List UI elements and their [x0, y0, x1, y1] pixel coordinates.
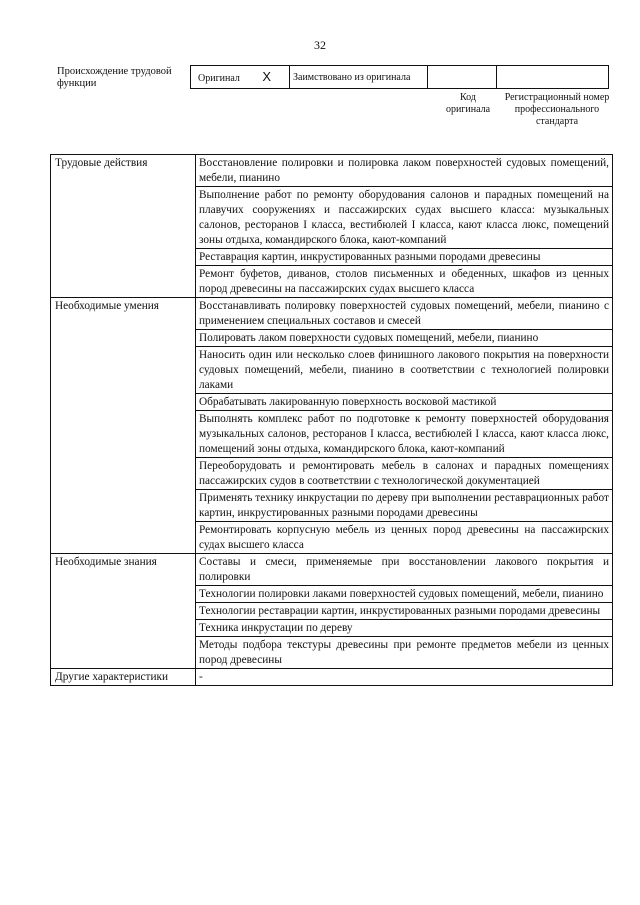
- table-row: [51, 298, 613, 330]
- section-item: Восстанавливать полировку поверхностей судовых помещений, мебели, пианино с применением специальных составов и смесей: [196, 298, 613, 330]
- original-label: Оригинал: [198, 72, 240, 84]
- section-item: Полировать лаком поверхности судовых помещений, мебели, пианино: [196, 330, 613, 347]
- section-item: Технологии полировки лаками поверхностей судовых помещений, мебели, пианино: [196, 586, 613, 603]
- section-item: Реставрация картин, инкрустированных разными породами древесины: [196, 249, 613, 266]
- original-code-caption: Код оригинала: [445, 92, 491, 115]
- borrowed-label: Заимствовано из оригинала: [293, 71, 411, 83]
- table-row: [51, 155, 613, 187]
- section-item: Выполнять комплекс работ по подготовке к ремонту поверхностей оборудования музыкальных салонов, ресторанов I класса, вестибюлей I класса, кают класса люкс, помещений зоны отдыха, командирского блока, кают-компаний: [196, 411, 613, 458]
- section-item: Ремонтировать корпусную мебель из ценных пород древесины на пассажирских судах высшего класса: [196, 522, 613, 554]
- section-title: Трудовые действия: [51, 155, 196, 298]
- original-mark: X: [262, 68, 272, 84]
- section-item: Методы подбора текстуры древесины при ремонте предметов мебели из ценных пород древесины: [196, 637, 613, 669]
- section-item: Переоборудовать и ремонтировать мебель в салонах и парадных помещениях пассажирских судов в соответствии с технологической документацией: [196, 458, 613, 490]
- registration-number-cell: [497, 66, 609, 89]
- section-item: Ремонт буфетов, диванов, столов письменных и обеденных, шкафов из ценных пород древесины на пассажирских судах высшего класса: [196, 266, 613, 298]
- section-item: Применять технику инкрустации по дереву при выполнении реставрационных работ картин, инкрустированных разными породами древесины: [196, 490, 613, 522]
- section-item: Выполнение работ по ремонту оборудования салонов и парадных помещений на плавучих сооружениях и пассажирских судах высшего класса: музыкальных салонов, ресторанов I класса, вестибюлей I класса, кают класса люкс, помещений зоны отдыха, командирского блока, кают-компаний: [196, 187, 613, 249]
- section-item: Составы и смеси, применяемые при восстановлении лакового покрытия и полировки: [196, 554, 613, 586]
- section-item: Наносить один или несколько слоев финишного лакового покрытия на поверхности судовых помещений, мебели, пианино в соответствии с технологией полировки лаками: [196, 347, 613, 394]
- origin-table: [190, 65, 609, 89]
- section-item: Восстановление полировки и полировка лаком поверхностей судовых помещений, мебели, пианино: [196, 155, 613, 187]
- labor-function-table: [50, 154, 613, 686]
- section-item: -: [196, 669, 613, 686]
- original-code-cell: [428, 66, 497, 89]
- page-number: 32: [314, 38, 326, 52]
- section-title: Необходимые умения: [51, 298, 196, 554]
- original-cell: [191, 66, 290, 89]
- section-title: Необходимые знания: [51, 554, 196, 669]
- section-title: Другие характеристики: [51, 669, 196, 686]
- section-item: Обрабатывать лакированную поверхность восковой мастикой: [196, 394, 613, 411]
- borrowed-cell: [290, 66, 428, 89]
- section-item: Техника инкрустации по дереву: [196, 620, 613, 637]
- section-item: Технологии реставрации картин, инкрустированных разными породами древесины: [196, 603, 613, 620]
- table-row: [51, 669, 613, 686]
- origin-label: Происхождение трудовой функции: [57, 66, 172, 89]
- registration-number-caption: Регистрационный номер профессионального стандарта: [504, 92, 610, 127]
- table-row: [51, 554, 613, 586]
